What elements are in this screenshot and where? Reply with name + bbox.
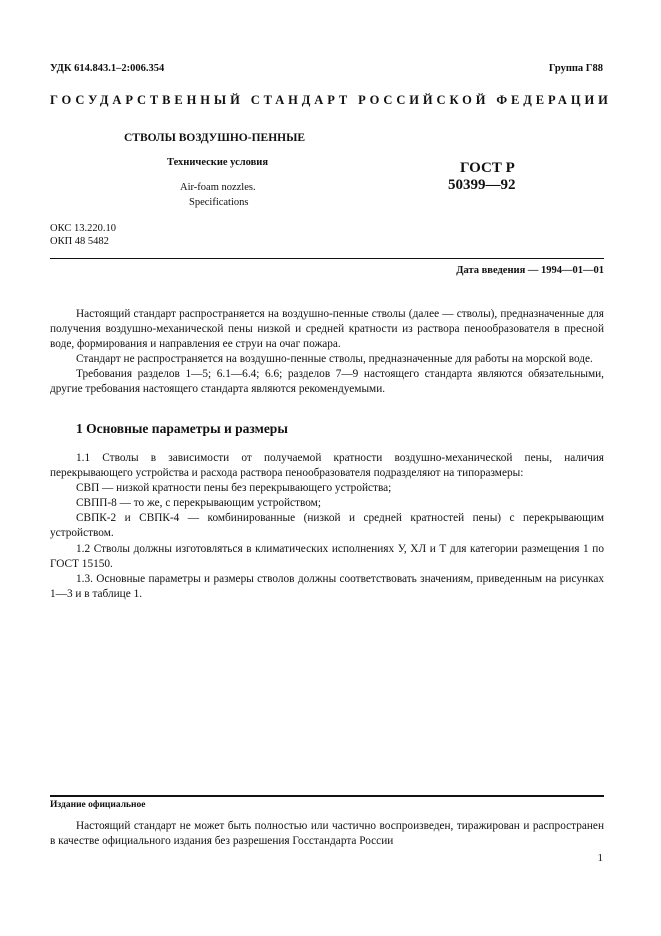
copyright-notice-text: Настоящий стандарт не может быть полностью или частично воспроизведен, тиражирован и распространен в качестве официального издания без разрешения Госстандарта России bbox=[50, 820, 604, 848]
page-number: 1 bbox=[597, 852, 603, 864]
official-edition-label: Издание официальное bbox=[50, 800, 146, 810]
type-svpk: СВПК-2 и СВПК-4 — комбинированные (низкой и средней кратностей пены) с перекрывающим устройством. bbox=[50, 512, 604, 540]
type-svp: СВП — низкой кратности пены без перекрывающего устройства; bbox=[76, 482, 392, 495]
english-title-line1: Air-foam nozzles. bbox=[180, 182, 256, 193]
intro-paragraph: Настоящий стандарт распространяется на воздушно-пенные стволы (далее — стволы), предназначенные для получения воздушно-механической пены низкой и средней кратности из раствора пенообразователя в пресной воде, формирования и направления ее струи на очаг пожара. bbox=[50, 308, 604, 351]
footer-divider bbox=[50, 795, 604, 797]
state-standard-banner: ГОСУДАРСТВЕННЫЙ СТАНДАРТ РОССИЙСКОЙ ФЕДЕРАЦИИ bbox=[50, 93, 612, 107]
group-code: Группа Г88 bbox=[548, 63, 603, 74]
clause-1-1: 1.1 Стволы в зависимости от получаемой кратности воздушно-механической пены, наличия перекрывающего устройства и расхода раствора пенообразователя подразделяют на типоразмеры: bbox=[50, 452, 604, 480]
clause-1-3: 1.3. Основные параметры и размеры стволов должны соответствовать значениям, приведенным на рисунках 1—3 и в таблице 1. bbox=[50, 572, 604, 600]
document-subtitle: Технические условия bbox=[167, 157, 269, 168]
section-1-heading: 1 Основные параметры и размеры bbox=[76, 421, 288, 436]
oks-code: ОКС 13.220.10 bbox=[50, 223, 116, 234]
introduction-date: Дата введения — 1994—01—01 bbox=[456, 265, 604, 276]
english-title-line2: Specifications bbox=[189, 197, 249, 208]
type-svpp: СВПП-8 — то же, с перекрывающим устройством; bbox=[76, 497, 321, 510]
udk-code: УДК 614.843.1–2:006.354 bbox=[50, 63, 165, 74]
intro-text bbox=[50, 307, 604, 398]
header-divider bbox=[50, 258, 604, 259]
intro-paragraph: Требования разделов 1—5; 6.1—6.4; 6.6; разделов 7—9 настоящего стандарта являются обязательными, другие требования настоящего стандарта являются рекомендуемыми. bbox=[50, 368, 604, 396]
section-1-text bbox=[50, 451, 604, 602]
okp-code: ОКП 48 5482 bbox=[50, 236, 109, 247]
copyright-notice bbox=[50, 819, 604, 849]
gost-label: ГОСТ Р bbox=[460, 160, 515, 176]
gost-number: 50399—92 bbox=[448, 177, 516, 193]
document-title: СТВОЛЫ ВОЗДУШНО-ПЕННЫЕ bbox=[124, 132, 306, 144]
clause-1-2: 1.2 Стволы должны изготовляться в климатических исполнениях У, ХЛ и Т для категории размещения 1 по ГОСТ 15150. bbox=[50, 542, 604, 570]
intro-paragraph: Стандарт не распространяется на воздушно-пенные стволы, предназначенные для работы на морской воде. bbox=[76, 353, 593, 366]
